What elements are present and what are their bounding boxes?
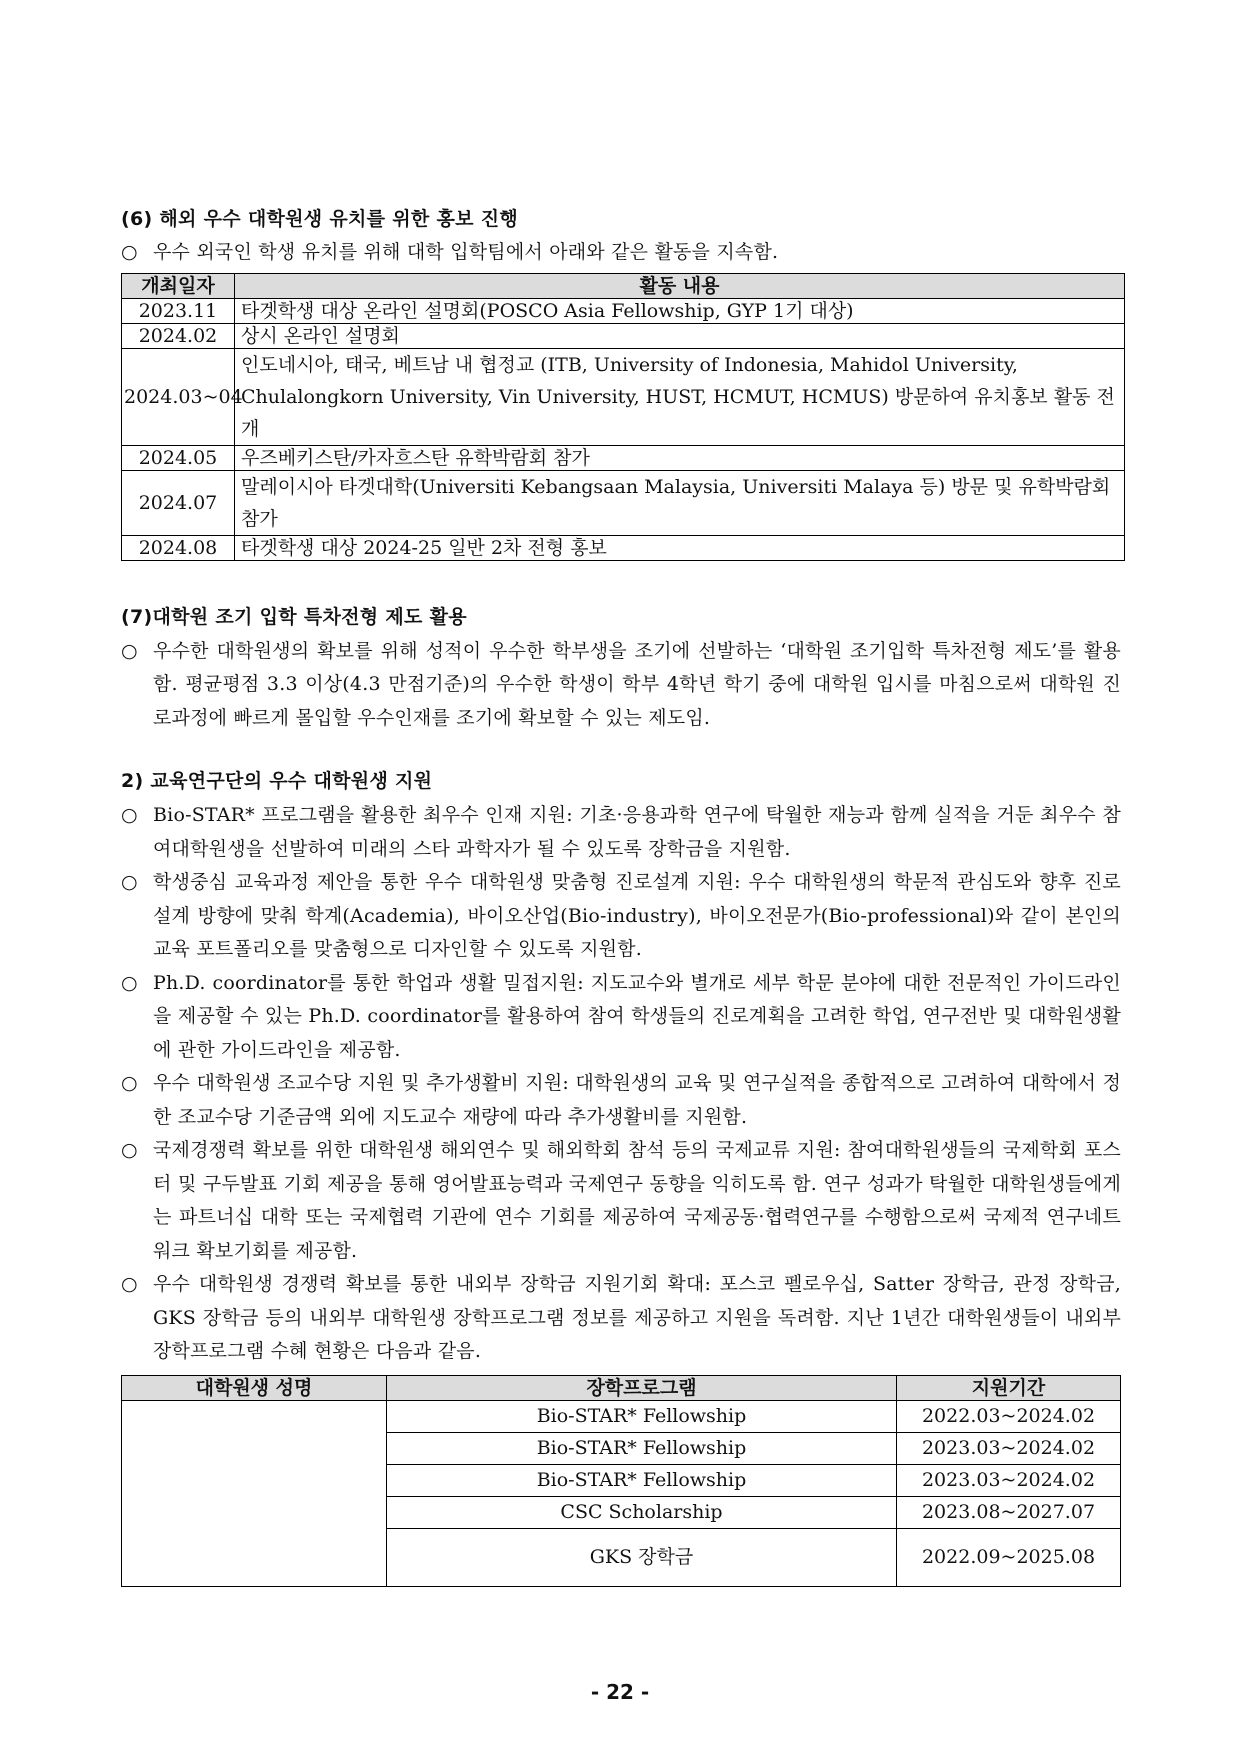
table-row [122,1496,1121,1528]
bullet-circle-icon: ○ [121,1273,138,1295]
column-header-period: 지원기간 [897,1375,1121,1400]
list-item-text: 국제경쟁력 확보를 위한 대학원생 해외연수 및 해외학회 참석 등의 국제교류 지원: 참여대학원생들의 국제학회 포스터 및 구두발표 기회 제공을 통해 영어발표능력과 국제연구 동향을 익히도록 함. 연구 성과가 탁월한 대학원생들에게는 파트너십 대학 또는 국제협력 기관에 연수 기회를 제공하여 국제공동·협력연구를 수행함으로써 국제적 연구네트워크 확보기회를 제공함. [153,1139,1121,1262]
table-row [122,1432,1121,1464]
bullet-circle-icon: ○ [121,1139,138,1161]
activity-table [121,273,1125,561]
table-row [122,348,1125,445]
cell-content: 타겟학생 대상 2024-25 일반 2차 전형 홍보 [235,535,1125,560]
cell-date: 2023.11 [122,298,235,323]
bullet-circle-icon: ○ [121,971,138,994]
cell-content: 타겟학생 대상 온라인 설명회(POSCO Asia Fellowship, GYP 1기 대상) [235,298,1125,323]
list-item [121,866,1121,967]
table-row [122,470,1125,535]
table-row [122,535,1125,560]
table-header-row [122,1375,1121,1400]
support-list [121,799,1121,1369]
cell-period: 2022.09~2025.08 [897,1528,1121,1586]
list-item [121,967,1121,1068]
column-header-name: 대학원생 성명 [122,1375,387,1400]
list-item [121,1134,1121,1268]
cell-date: 2024.03~04 [122,348,235,445]
table-row [122,1528,1121,1586]
list-item [121,1268,1121,1369]
table-row [122,298,1125,323]
cell-period: 2023.08~2027.07 [897,1496,1121,1528]
column-header-date: 개최일자 [122,273,235,298]
cell-name [122,1528,387,1586]
bullet-circle-icon: ○ [121,241,138,263]
section-2-heading: 2) 교육연구단의 우수 대학원생 지원 [121,770,433,792]
list-item [121,799,1121,866]
cell-content: 말레이시아 타겟대학(Universiti Kebangsaan Malaysia, Universiti Malaya 등) 방문 및 유학박람회 참가 [235,470,1125,535]
table-row [122,1400,1121,1432]
bullet-circle-icon: ○ [121,1072,138,1094]
cell-period: 2023.03~2024.02 [897,1432,1121,1464]
bullet-circle-icon: ○ [121,871,138,893]
cell-program: GKS 장학금 [387,1528,897,1586]
cell-name [122,1400,387,1432]
section-6-heading: (6) 해외 우수 대학원생 유치를 위한 홍보 진행 [121,208,519,230]
cell-name [122,1464,387,1496]
bullet-circle-icon: ○ [121,804,138,826]
column-header-program: 장학프로그램 [387,1375,897,1400]
list-item-text: 학생중심 교육과정 제안을 통한 우수 대학원생 맞춤형 진로설계 지원: 우수 대학원생의 학문적 관심도와 향후 진로 설계 방향에 맞춰 학계(Academia), 바이오산업(Bio-industry), 바이오전문가(Bio-professional)와 같이 본인의 교육 포트폴리오를 맞춤형으로 디자인할 수 있도록 지원함. [153,871,1121,960]
section-6-intro-text: 우수 외국인 학생 유치를 위해 대학 입학팀에서 아래와 같은 활동을 지속함. [153,241,779,263]
cell-date: 2024.05 [122,445,235,470]
section-6-intro [121,236,1121,270]
cell-content: 인도네시아, 태국, 베트남 내 협정교 (ITB, University of Indonesia, Mahidol University, Chulalongkorn University, Vin University, HUST, HCMUT, HCMUS) 방문하여 유치홍보 활동 전개 [235,348,1125,445]
section-7-paragraph-text: 우수한 대학원생의 확보를 위해 성적이 우수한 학부생을 조기에 선발하는 ‘대학원 조기입학 특차전형 제도’를 활용함. 평균평점 3.3 이상(4.3 만점기준)의 우수한 학생이 학부 4학년 학기 중에 대학원 입시를 마침으로써 대학원 진로과정에 빠르게 몰입할 우수인재를 조기에 확보할 수 있는 제도임. [153,639,1121,729]
list-item-text: Bio-STAR* 프로그램을 활용한 최우수 인재 지원: 기초·응용과학 연구에 탁월한 재능과 함께 실적을 거둔 최우수 참여대학원생을 선발하여 미래의 스타 과학자가 될 수 있도록 장학금을 지원함. [153,804,1121,860]
section-7-paragraph [121,635,1121,736]
cell-period: 2022.03~2024.02 [897,1400,1121,1432]
document-page [121,205,1121,1587]
list-item-text: Ph.D. coordinator를 통한 학업과 생활 밀접지원: 지도교수와 별개로 세부 학문 분야에 대한 전문적인 가이드라인을 제공할 수 있는 Ph.D. coordinator를 활용하여 참여 학생들의 진로계획을 고려한 학업, 연구전반 및 대학원생활에 관한 가이드라인을 제공함. [153,971,1121,1061]
cell-period: 2023.03~2024.02 [897,1464,1121,1496]
cell-name [122,1432,387,1464]
scholarship-table [121,1375,1121,1587]
cell-program: Bio-STAR* Fellowship [387,1464,897,1496]
list-item [121,1067,1121,1134]
bullet-circle-icon: ○ [121,639,138,662]
cell-name [122,1496,387,1528]
cell-content: 우즈베키스탄/카자흐스탄 유학박람회 참가 [235,445,1125,470]
cell-content: 상시 온라인 설명회 [235,323,1125,348]
cell-date: 2024.07 [122,470,235,535]
cell-program: Bio-STAR* Fellowship [387,1400,897,1432]
cell-date: 2024.08 [122,535,235,560]
list-item-text: 우수 대학원생 경쟁력 확보를 통한 내외부 장학금 지원기회 확대: 포스코 펠로우십, Satter 장학금, 관정 장학금, GKS 장학금 등의 내외부 대학원생 장학프로그램 정보를 제공하고 지원을 독려함. 지난 1년간 대학원생들이 내외부 장학프로그램 수혜 현황은 다음과 같음. [153,1273,1121,1362]
list-item-text: 우수 대학원생 조교수당 지원 및 추가생활비 지원: 대학원생의 교육 및 연구실적을 종합적으로 고려하여 대학에서 정한 조교수당 기준금액 외에 지도교수 재량에 따라 추가생활비를 지원함. [153,1072,1121,1128]
table-row [122,323,1125,348]
table-row [122,445,1125,470]
cell-program: CSC Scholarship [387,1496,897,1528]
page-number: - 22 - [590,1680,650,1704]
table-row [122,1464,1121,1496]
table-header-row [122,273,1125,298]
column-header-content: 활동 내용 [235,273,1125,298]
cell-program: Bio-STAR* Fellowship [387,1432,897,1464]
cell-date: 2024.02 [122,323,235,348]
section-7-heading: (7)대학원 조기 입학 특차전형 제도 활용 [121,605,467,628]
